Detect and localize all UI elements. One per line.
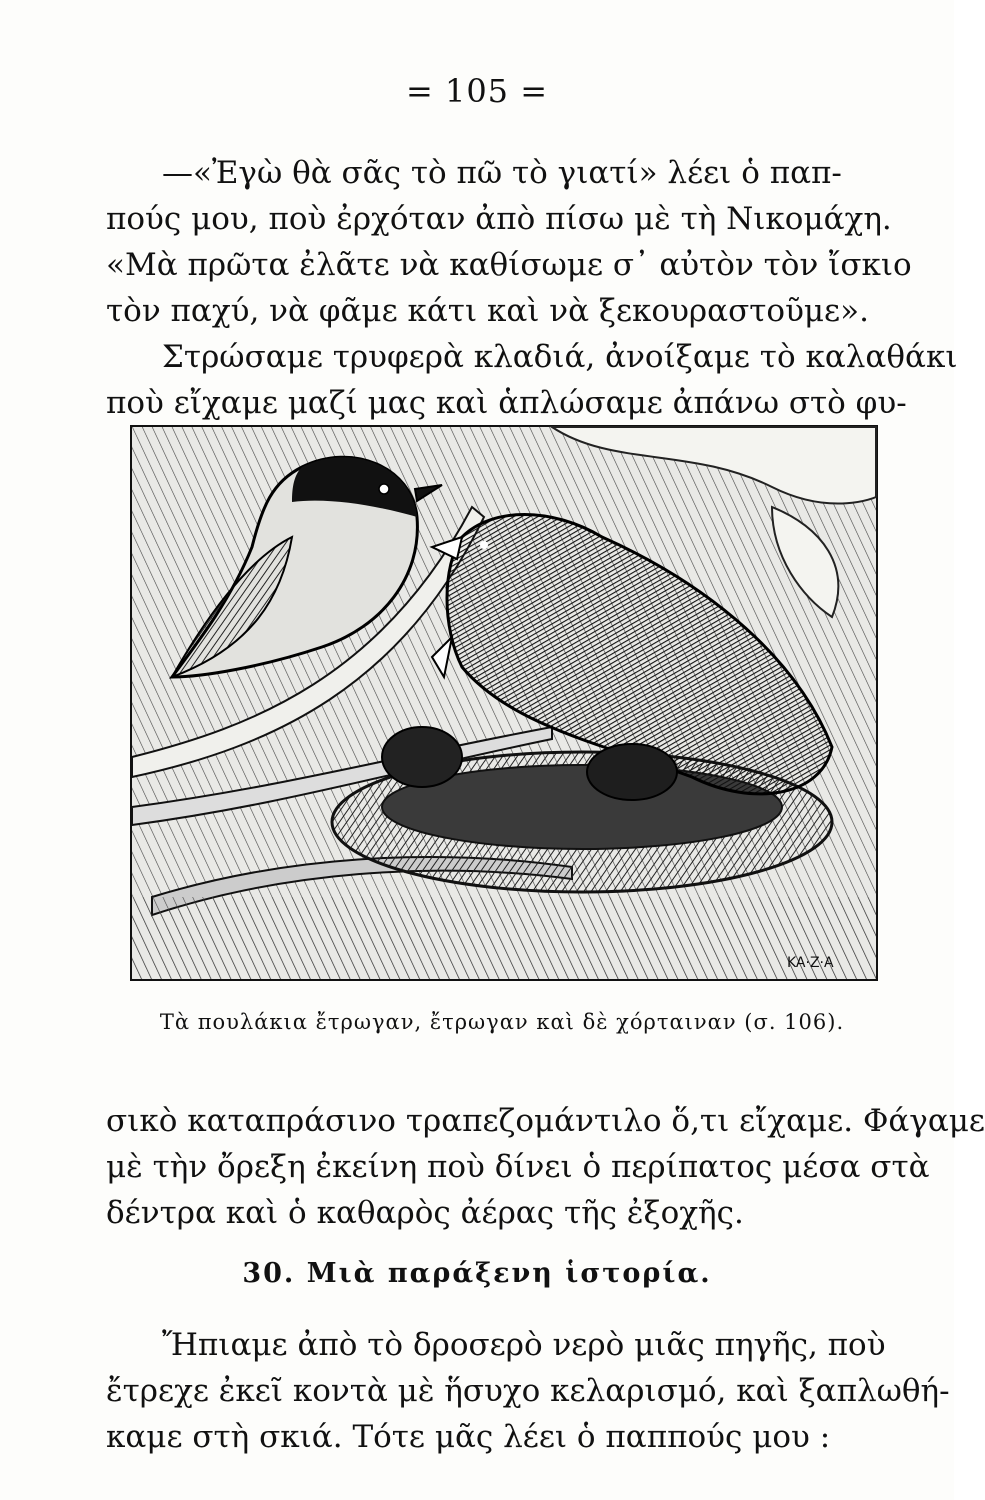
top-text-block: [106, 150, 958, 426]
section-heading: 30. Μιὰ παράξενη ἱστορία.: [242, 1258, 712, 1289]
chick: [587, 744, 677, 800]
text-line: πούς μου, ποὺ ἐρχόταν ἀπὸ πίσω μὲ τὴ Νικομάχη.: [106, 201, 892, 237]
paragraph-dialogue: [106, 150, 912, 334]
figure-caption: Τὰ πουλάκια ἔτρωγαν, ἔτρωγαν καὶ δὲ χόρταιναν (σ. 106).: [159, 1010, 845, 1034]
paragraph-meal: [106, 1098, 985, 1236]
text-line: Στρώσαμε τρυφερὰ κλαδιά, ἀνοίξαμε τὸ καλαθάκι: [162, 339, 958, 375]
engraver-signature: KA·Z·A: [787, 955, 834, 971]
text-line: —«Ἐγὼ θὰ σᾶς τὸ πῶ τὸ γιατί» λέει ὁ παπ-: [162, 155, 842, 191]
text-line: «Μὰ πρῶτα ἐλᾶτε νὰ καθίσωμε σ᾽ αὐτὸν τὸν ἴσκιο: [106, 247, 912, 283]
bird-nest-engraving: [130, 425, 878, 981]
page-number: = 105 =: [405, 72, 549, 110]
large-bird-eye: [480, 541, 488, 549]
text-line: ἔτρεχε ἐκεῖ κοντὰ μὲ ἥσυχο κελαρισμό, καὶ ξαπλωθή-: [106, 1373, 950, 1409]
paragraph-spring: [106, 1322, 950, 1460]
small-bird-eye: [379, 484, 389, 494]
text-line: Ἤπιαμε ἀπὸ τὸ δροσερὸ νερὸ μιᾶς πηγῆς, ποὺ: [162, 1327, 886, 1363]
text-line: σικὸ καταπράσινο τραπεζομάντιλο ὅ,τι εἴχαμε. Φάγαμε: [106, 1103, 985, 1139]
text-line: καμε στὴ σκιά. Τότε μᾶς λέει ὁ παππούς μου :: [106, 1419, 831, 1455]
last-text-block: [106, 1322, 950, 1460]
text-line: τὸν παχύ, νὰ φᾶμε κάτι καὶ νὰ ξεκουραστοῦμε».: [106, 293, 869, 329]
text-line: μὲ τὴν ὄρεξη ἐκείνη ποὺ δίνει ὁ περίπατος μέσα στὰ: [106, 1149, 930, 1185]
engraving-illustration: [132, 427, 876, 979]
text-line: ποὺ εἴχαμε μαζί μας καὶ ἁπλώσαμε ἀπάνω στὸ φυ-: [106, 385, 907, 421]
bottom-text-block: [106, 1098, 985, 1236]
chick: [382, 727, 462, 787]
text-line: δέντρα καὶ ὁ καθαρὸς ἀέρας τῆς ἐξοχῆς.: [106, 1195, 744, 1231]
ground-twigs: [132, 897, 876, 979]
paragraph-picnic: [106, 334, 958, 426]
